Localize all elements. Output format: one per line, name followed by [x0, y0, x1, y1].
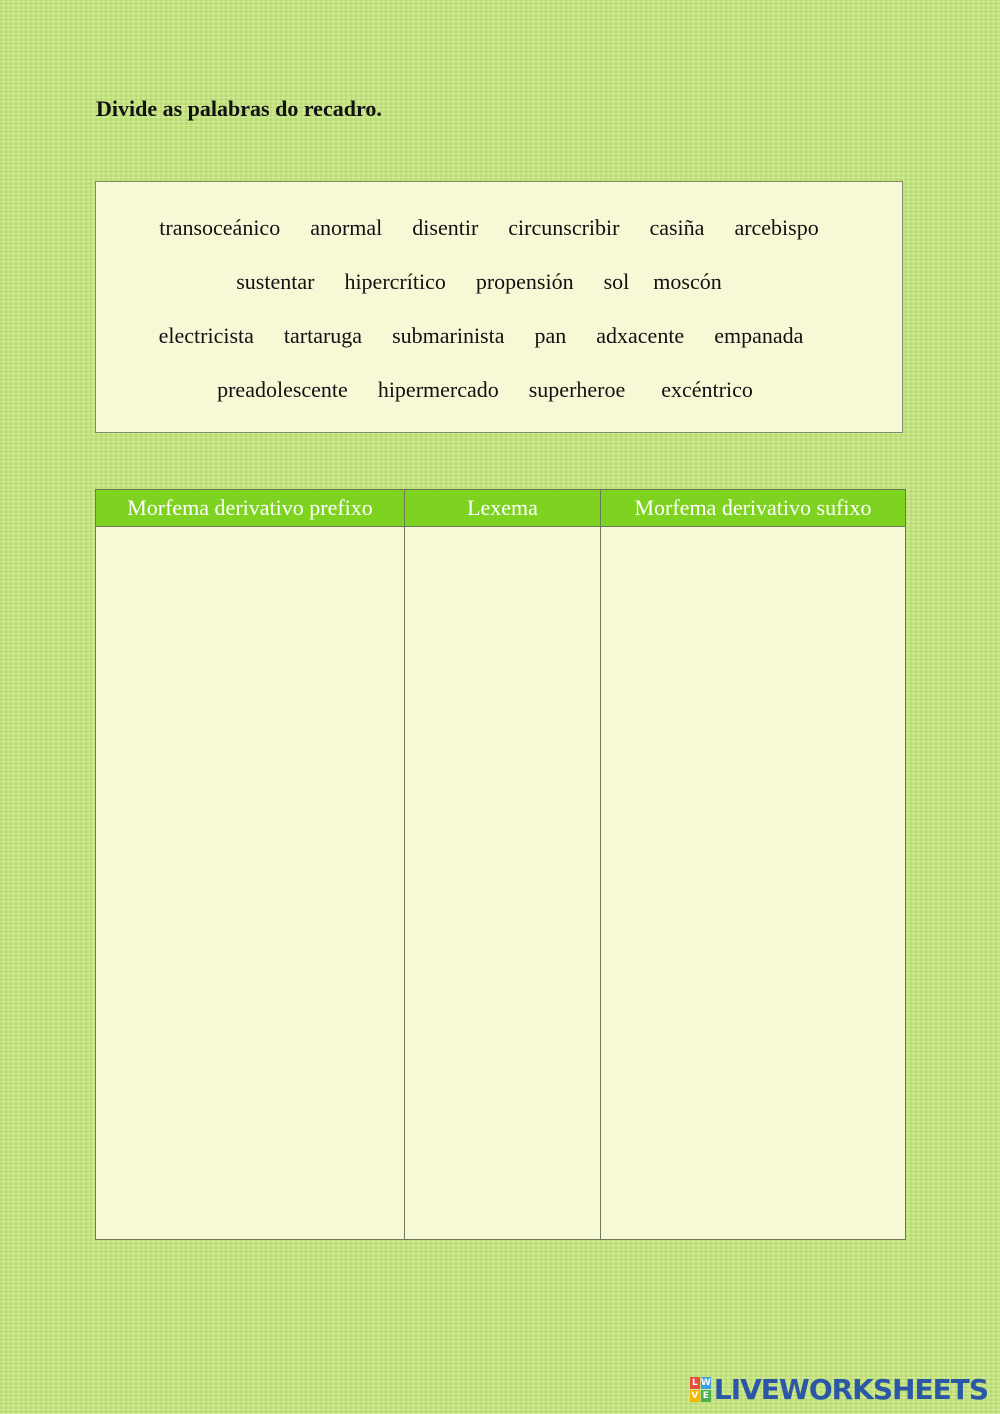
- word-item: empanada: [714, 323, 804, 348]
- word-item: transoceánico: [159, 215, 281, 240]
- table-row: [96, 527, 906, 1240]
- word-row: [82, 377, 888, 403]
- word-item: sol: [603, 269, 630, 294]
- instruction-heading: Divide as palabras do recadro.: [96, 96, 382, 121]
- word-item: sustentar: [236, 269, 315, 294]
- word-item: hipercrítico: [344, 269, 446, 294]
- header-lexeme: Lexema: [405, 490, 601, 527]
- word-item: propensión: [475, 269, 574, 294]
- lexeme-answer-cell[interactable]: [405, 527, 601, 1240]
- header-prefix: Morfema derivativo prefixo: [96, 490, 405, 527]
- word-item: electricista: [158, 323, 254, 348]
- word-item: pan: [534, 323, 567, 348]
- word-item: adxacente: [596, 323, 685, 348]
- word-bank: [95, 181, 903, 433]
- word-item: anormal: [310, 215, 383, 240]
- table-header-row: [96, 490, 906, 527]
- word-item: hipermercado: [377, 377, 499, 402]
- word-row: [78, 323, 884, 349]
- word-item: moscón: [653, 269, 722, 294]
- brand-name: LIVEWORKSHEETS: [713, 1373, 988, 1406]
- word-row: [76, 269, 882, 295]
- word-item: preadolescente: [217, 377, 348, 402]
- word-item: excéntrico: [661, 377, 753, 402]
- header-suffix: Morfema derivativo sufixo: [601, 490, 906, 527]
- prefix-answer-cell[interactable]: [96, 527, 405, 1240]
- word-item: superheroe: [528, 377, 626, 402]
- word-item: tartaruga: [283, 323, 363, 348]
- suffix-answer-cell[interactable]: [601, 527, 906, 1240]
- word-item: casiña: [649, 215, 705, 240]
- word-item: circunscribir: [508, 215, 620, 240]
- liveworksheets-brand: [690, 1373, 988, 1406]
- liveworksheets-logo-icon: L W V E: [691, 1378, 711, 1401]
- answer-table: [95, 489, 906, 1240]
- word-item: arcebispo: [734, 215, 819, 240]
- word-item: submarinista: [392, 323, 505, 348]
- word-item: disentir: [412, 215, 479, 240]
- word-row: [86, 215, 892, 241]
